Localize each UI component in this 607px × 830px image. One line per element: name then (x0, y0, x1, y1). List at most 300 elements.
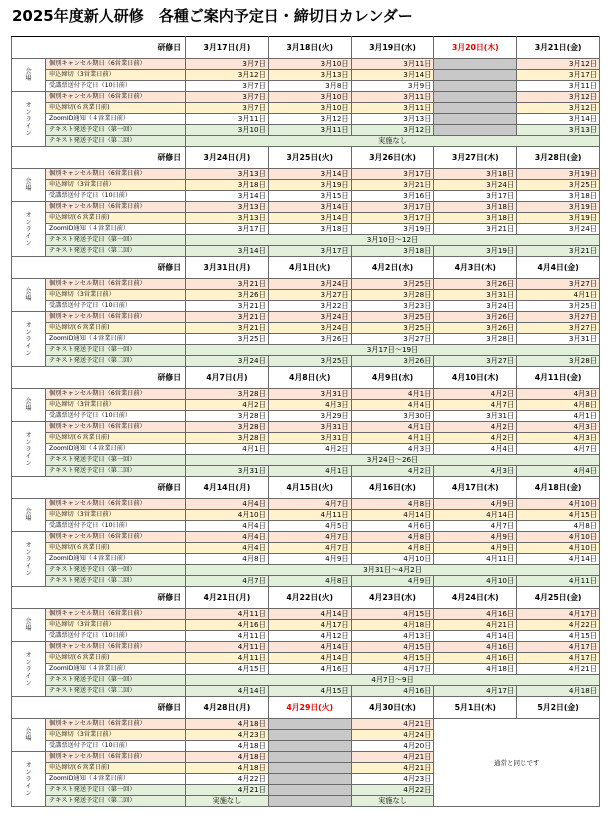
date-cell: 4月11日 (186, 631, 269, 642)
date-cell: 3月14日 (268, 213, 351, 224)
date-cell: 3月19日 (517, 202, 600, 213)
date-cell: 4月20日 (351, 741, 434, 752)
date-header: 4月17日(木) (434, 477, 517, 499)
date-cell: 3月21日 (186, 279, 269, 290)
date-cell: 4月8日 (517, 521, 600, 532)
table-row (12, 609, 600, 620)
table-row (12, 675, 600, 686)
date-header: 4月9日(水) (351, 367, 434, 389)
date-cell: 3月21日 (186, 323, 269, 334)
date-cell: 4月15日 (351, 653, 434, 664)
date-cell: 3月12日 (517, 103, 600, 114)
row-label: テキスト発送予定日（第二回） (46, 576, 186, 587)
date-cell: 3月17日 (351, 169, 434, 180)
table-row (12, 279, 600, 290)
date-cell: 3月11日 (268, 125, 351, 136)
table-row (12, 301, 600, 312)
date-cell: 3月12日 (517, 92, 600, 103)
date-cell: 3月24日 (268, 279, 351, 290)
table-row (12, 466, 600, 477)
date-cell: 3月25日 (351, 323, 434, 334)
date-cell: 3月9日 (351, 81, 434, 92)
date-cell: 3月24日 (268, 323, 351, 334)
date-header: 4月28日(月) (186, 697, 269, 719)
date-cell: 4月11日 (186, 653, 269, 664)
row-label: 申込締切(６営業日前) (46, 763, 186, 774)
date-cell: 4月6日 (351, 521, 434, 532)
row-label: ZoomID通知（４営業日前） (46, 664, 186, 675)
table-row (12, 521, 600, 532)
merged-cell: 4月7日～9日 (186, 675, 600, 686)
date-cell: 4月21日 (351, 763, 434, 774)
date-header: 4月24日(木) (434, 587, 517, 609)
date-cell: 3月30日 (351, 411, 434, 422)
merged-cell: 実施なし (186, 136, 600, 147)
date-cell: 3月25日 (351, 312, 434, 323)
date-cell: 4月21日 (434, 620, 517, 631)
table-row (12, 554, 600, 565)
date-cell: 3月18日 (517, 191, 600, 202)
page-title: 2025年度新人研修 各種ご案内予定日・締切日カレンダー (12, 7, 413, 25)
date-cell: 4月9日 (351, 576, 434, 587)
date-cell: 4月14日 (434, 631, 517, 642)
row-label: テキスト発送予定日（第一回） (46, 235, 186, 246)
date-cell: 4月10日 (517, 499, 600, 510)
week-header-row (12, 367, 600, 389)
category-online: オ ン ラ イ ン (12, 532, 46, 587)
date-cell (268, 719, 351, 730)
date-cell: 3月31日 (434, 411, 517, 422)
date-cell: 3月24日 (434, 301, 517, 312)
date-header: 3月17日(月) (186, 37, 269, 59)
date-cell: 4月14日 (186, 686, 269, 697)
date-cell: 3月10日 (268, 92, 351, 103)
table-row (12, 653, 600, 664)
date-cell: 4月2日 (351, 466, 434, 477)
date-cell: 4月5日 (268, 521, 351, 532)
category-online: オ ン ラ イ ン (12, 92, 46, 147)
date-cell: 3月13日 (517, 125, 600, 136)
table-row (12, 125, 600, 136)
category-venue: 会 場 (12, 169, 46, 202)
date-cell: 3月25日 (268, 356, 351, 367)
date-cell: 4月16日 (434, 609, 517, 620)
row-label: 受講票送付予定日（10日前） (46, 631, 186, 642)
category-online: オ ン ラ イ ン (12, 312, 46, 367)
date-cell: 4月21日 (351, 752, 434, 763)
row-label: 個別キャンセル期日（6営業日前） (46, 422, 186, 433)
date-cell: 3月14日 (186, 246, 269, 257)
date-cell: 3月13日 (351, 114, 434, 125)
date-cell: 4月15日 (517, 631, 600, 642)
date-header: 4月4日(金) (517, 257, 600, 279)
date-cell (268, 785, 351, 796)
date-cell: 4月1日 (351, 422, 434, 433)
date-cell: 4月2日 (434, 389, 517, 400)
calendar-table (11, 36, 599, 807)
date-cell: 4月16日 (268, 664, 351, 675)
date-cell: 3月27日 (351, 334, 434, 345)
date-cell: 3月10日 (268, 103, 351, 114)
date-cell (434, 114, 517, 125)
date-cell: 4月8日 (186, 554, 269, 565)
merged-cell: 3月24日～26日 (186, 455, 600, 466)
date-cell: 3月21日 (351, 180, 434, 191)
date-cell: 4月18日 (434, 664, 517, 675)
date-cell: 3月25日 (351, 279, 434, 290)
date-cell: 3月18日 (434, 169, 517, 180)
date-cell: 4月16日 (186, 620, 269, 631)
date-cell (434, 92, 517, 103)
date-cell: 3月28日 (186, 433, 269, 444)
date-cell: 3月14日 (351, 70, 434, 81)
date-cell: 3月17日 (351, 202, 434, 213)
date-cell: 4月10日 (517, 532, 600, 543)
row-label: 受講票送付予定日（10日前） (46, 741, 186, 752)
date-cell: 4月10日 (351, 554, 434, 565)
table-row (12, 422, 600, 433)
date-cell: 3月8日 (268, 81, 351, 92)
date-cell: 3月14日 (268, 169, 351, 180)
table-row (12, 224, 600, 235)
row-label: 受講票送付予定日（10日前） (46, 521, 186, 532)
date-cell: 3月19日 (434, 246, 517, 257)
date-cell: 3月31日 (517, 334, 600, 345)
date-cell: 3月18日 (268, 224, 351, 235)
date-cell: 4月15日 (517, 510, 600, 521)
date-cell: 4月3日 (517, 422, 600, 433)
date-cell (434, 125, 517, 136)
date-cell: 4月3日 (268, 400, 351, 411)
table-row (12, 543, 600, 554)
date-cell: 4月1日 (351, 389, 434, 400)
date-cell: 3月27日 (517, 312, 600, 323)
header-label: 研修日 (12, 587, 186, 609)
table-row (12, 202, 600, 213)
date-cell: 4月4日 (186, 543, 269, 554)
category-venue: 会 場 (12, 389, 46, 422)
row-label: ZoomID通知（４営業日前） (46, 334, 186, 345)
category-venue: 会 場 (12, 609, 46, 642)
date-cell (434, 81, 517, 92)
date-cell: 4月7日 (517, 444, 600, 455)
date-cell: 4月15日 (351, 609, 434, 620)
date-header: 4月2日(水) (351, 257, 434, 279)
date-cell: 3月17日 (268, 246, 351, 257)
row-label: テキスト発送予定日（第一回） (46, 785, 186, 796)
date-cell: 4月8日 (351, 543, 434, 554)
date-cell: 4月11日 (268, 510, 351, 521)
date-header: 5月1日(木) (434, 697, 517, 719)
date-cell: 4月17日 (351, 664, 434, 675)
table-row (12, 565, 600, 576)
date-cell: 4月17日 (434, 686, 517, 697)
row-label: ZoomID通知（４営業日前） (46, 114, 186, 125)
date-cell: 4月22日 (351, 785, 434, 796)
date-cell: 4月21日 (517, 664, 600, 675)
table-row (12, 719, 600, 730)
date-cell: 4月18日 (186, 752, 269, 763)
table-row (12, 59, 600, 70)
date-cell: 4月15日 (351, 642, 434, 653)
date-cell: 3月19日 (268, 180, 351, 191)
date-cell: 3月27日 (517, 323, 600, 334)
date-cell: 4月17日 (517, 653, 600, 664)
date-cell: 4月3日 (351, 444, 434, 455)
row-label: テキスト発送予定日（第一回） (46, 565, 186, 576)
date-cell: 実施なし (186, 796, 269, 807)
date-header: 4月29日(火) (268, 697, 351, 719)
date-cell: 4月11日 (186, 609, 269, 620)
date-cell: 4月7日 (268, 499, 351, 510)
date-header: 3月21日(金) (517, 37, 600, 59)
date-cell: 4月3日 (517, 389, 600, 400)
date-cell: 3月21日 (434, 224, 517, 235)
date-cell: 3月14日 (517, 114, 600, 125)
date-cell: 4月18日 (186, 719, 269, 730)
date-cell: 4月18日 (186, 763, 269, 774)
category-venue: 会 場 (12, 719, 46, 752)
date-header: 4月15日(火) (268, 477, 351, 499)
date-cell: 3月31日 (186, 466, 269, 477)
row-label: 申込締切(６営業日前) (46, 103, 186, 114)
date-cell: 3月11日 (186, 114, 269, 125)
table-row (12, 455, 600, 466)
row-label: 個別キャンセル期日（6営業日前） (46, 312, 186, 323)
row-label: 個別キャンセル期日（6営業日前） (46, 719, 186, 730)
date-header: 4月10日(木) (434, 367, 517, 389)
date-cell: 4月16日 (434, 653, 517, 664)
table-row (12, 664, 600, 675)
date-cell: 4月4日 (186, 532, 269, 543)
date-cell: 4月17日 (268, 620, 351, 631)
date-cell: 4月16日 (351, 686, 434, 697)
date-cell: 3月28日 (517, 356, 600, 367)
header-label: 研修日 (12, 257, 186, 279)
category-venue: 会 場 (12, 279, 46, 312)
date-cell: 4月9日 (434, 499, 517, 510)
date-header: 5月2日(金) (517, 697, 600, 719)
table-row (12, 444, 600, 455)
table-row (12, 532, 600, 543)
row-label: ZoomID通知（４営業日前） (46, 554, 186, 565)
date-cell: 4月21日 (351, 719, 434, 730)
date-cell: 3月27日 (268, 290, 351, 301)
date-cell: 3月31日 (434, 290, 517, 301)
date-cell: 4月10日 (186, 510, 269, 521)
date-header: 4月3日(木) (434, 257, 517, 279)
date-cell: 3月26日 (434, 323, 517, 334)
date-cell: 3月17日 (351, 213, 434, 224)
category-online: オ ン ラ イ ン (12, 202, 46, 257)
row-label: 申込締切（3営業日前） (46, 620, 186, 631)
table-row (12, 312, 600, 323)
date-cell: 3月24日 (517, 224, 600, 235)
week-header-row (12, 587, 600, 609)
date-cell: 3月28日 (434, 334, 517, 345)
table-row (12, 356, 600, 367)
row-label: 申込締切(６営業日前) (46, 213, 186, 224)
date-cell: 3月24日 (434, 180, 517, 191)
row-label: テキスト発送予定日（第二回） (46, 466, 186, 477)
date-cell: 4月4日 (186, 521, 269, 532)
row-label: 個別キャンセル期日（6営業日前） (46, 752, 186, 763)
date-cell: 3月27日 (434, 356, 517, 367)
date-cell: 3月18日 (434, 213, 517, 224)
date-cell: 3月10日 (186, 125, 269, 136)
date-cell: 3月12日 (268, 114, 351, 125)
row-label: テキスト発送予定日（第一回） (46, 345, 186, 356)
note-cell: 通常と同じです (434, 719, 600, 807)
date-cell: 4月1日 (517, 290, 600, 301)
date-cell: 3月18日 (351, 246, 434, 257)
row-label: テキスト発送予定日（第二回） (46, 136, 186, 147)
date-cell: 4月8日 (351, 499, 434, 510)
date-cell: 3月26日 (351, 356, 434, 367)
date-cell: 3月13日 (268, 70, 351, 81)
date-cell: 3月18日 (186, 180, 269, 191)
category-online: オ ン ラ イ ン (12, 752, 46, 807)
row-label: 申込締切（3営業日前） (46, 290, 186, 301)
table-row (12, 290, 600, 301)
date-cell: 3月23日 (351, 301, 434, 312)
date-header: 4月30日(水) (351, 697, 434, 719)
table-row (12, 70, 600, 81)
date-cell: 4月8日 (351, 532, 434, 543)
week-header-row (12, 147, 600, 169)
date-cell: 4月4日 (186, 499, 269, 510)
row-label: 申込締切（3営業日前） (46, 510, 186, 521)
table-row (12, 92, 600, 103)
table-row (12, 510, 600, 521)
date-cell: 3月26日 (186, 290, 269, 301)
date-cell: 3月14日 (186, 191, 269, 202)
date-cell: 4月14日 (268, 653, 351, 664)
date-header: 4月14日(月) (186, 477, 269, 499)
row-label: 申込締切(６営業日前) (46, 433, 186, 444)
date-header: 4月18日(金) (517, 477, 600, 499)
row-label: テキスト発送予定日（第一回） (46, 675, 186, 686)
row-label: 申込締切(６営業日前) (46, 653, 186, 664)
date-cell: 4月12日 (268, 631, 351, 642)
date-cell: 3月31日 (268, 433, 351, 444)
date-cell: 4月18日 (517, 686, 600, 697)
row-label: 申込締切(６営業日前) (46, 323, 186, 334)
date-cell: 4月23日 (186, 730, 269, 741)
row-label: 申込締切（3営業日前） (46, 70, 186, 81)
header-label: 研修日 (12, 367, 186, 389)
row-label: 個別キャンセル期日（6営業日前） (46, 532, 186, 543)
date-cell (434, 59, 517, 70)
row-label: テキスト発送予定日（第二回） (46, 686, 186, 697)
date-cell: 3月28日 (186, 411, 269, 422)
date-header: 3月24日(月) (186, 147, 269, 169)
date-cell: 4月1日 (517, 411, 600, 422)
date-cell: 3月18日 (434, 202, 517, 213)
date-cell: 3月21日 (186, 301, 269, 312)
table-row (12, 334, 600, 345)
table-row (12, 576, 600, 587)
date-cell: 4月2日 (434, 433, 517, 444)
row-label: 申込締切(６営業日前) (46, 543, 186, 554)
row-label: テキスト発送予定日（第二回） (46, 796, 186, 807)
row-label: 受講票送付予定日（10日前） (46, 191, 186, 202)
date-cell: 4月15日 (268, 686, 351, 697)
row-label: ZoomID通知（４営業日前） (46, 224, 186, 235)
row-label: 個別キャンセル期日（6営業日前） (46, 169, 186, 180)
date-header: 4月22日(火) (268, 587, 351, 609)
date-cell: 4月14日 (268, 609, 351, 620)
row-label: 個別キャンセル期日（6営業日前） (46, 642, 186, 653)
row-label: 個別キャンセル期日（6営業日前） (46, 389, 186, 400)
row-label: テキスト発送予定日（第二回） (46, 356, 186, 367)
date-cell (268, 741, 351, 752)
date-cell: 4月7日 (268, 543, 351, 554)
date-cell: 4月2日 (268, 444, 351, 455)
date-header: 3月20日(木) (434, 37, 517, 59)
date-cell: 4月14日 (351, 510, 434, 521)
date-header: 4月16日(水) (351, 477, 434, 499)
week-header-row (12, 257, 600, 279)
date-cell: 4月3日 (434, 466, 517, 477)
date-cell: 3月12日 (351, 125, 434, 136)
date-cell: 4月24日 (351, 730, 434, 741)
date-cell: 3月7日 (186, 59, 269, 70)
date-cell: 3月11日 (517, 81, 600, 92)
date-cell: 3月11日 (351, 92, 434, 103)
date-header: 4月25日(金) (517, 587, 600, 609)
date-cell: 3月7日 (186, 103, 269, 114)
date-cell: 4月11日 (517, 576, 600, 587)
date-cell: 4月14日 (434, 510, 517, 521)
date-cell: 3月19日 (517, 169, 600, 180)
row-label: 受講票送付予定日（10日前） (46, 301, 186, 312)
row-label: テキスト発送予定日（第一回） (46, 455, 186, 466)
date-cell: 3月17日 (517, 70, 600, 81)
date-cell: 4月22日 (517, 620, 600, 631)
date-cell: 4月2日 (434, 422, 517, 433)
date-cell: 3月24日 (186, 356, 269, 367)
date-cell: 4月13日 (351, 631, 434, 642)
week-header-row (12, 697, 600, 719)
date-cell: 3月14日 (268, 202, 351, 213)
date-header: 3月19日(水) (351, 37, 434, 59)
table-row (12, 246, 600, 257)
date-cell: 4月7日 (186, 576, 269, 587)
date-cell: 3月25日 (517, 301, 600, 312)
header-label: 研修日 (12, 37, 186, 59)
row-label: 申込締切（3営業日前） (46, 730, 186, 741)
table-row (12, 620, 600, 631)
date-cell (268, 752, 351, 763)
row-label: 受講票送付予定日（10日前） (46, 81, 186, 92)
table-row (12, 642, 600, 653)
date-cell: 3月10日 (268, 59, 351, 70)
date-cell: 3月12日 (186, 70, 269, 81)
date-cell: 3月17日 (186, 224, 269, 235)
date-cell: 3月26日 (434, 312, 517, 323)
header-label: 研修日 (12, 147, 186, 169)
table-row (12, 499, 600, 510)
date-cell: 3月21日 (186, 312, 269, 323)
date-cell: 4月9日 (268, 554, 351, 565)
date-cell: 4月15日 (186, 664, 269, 675)
date-cell (268, 796, 351, 807)
date-cell: 4月17日 (517, 642, 600, 653)
date-cell: 4月7日 (434, 521, 517, 532)
date-cell: 4月2日 (186, 400, 269, 411)
date-header: 3月27日(木) (434, 147, 517, 169)
